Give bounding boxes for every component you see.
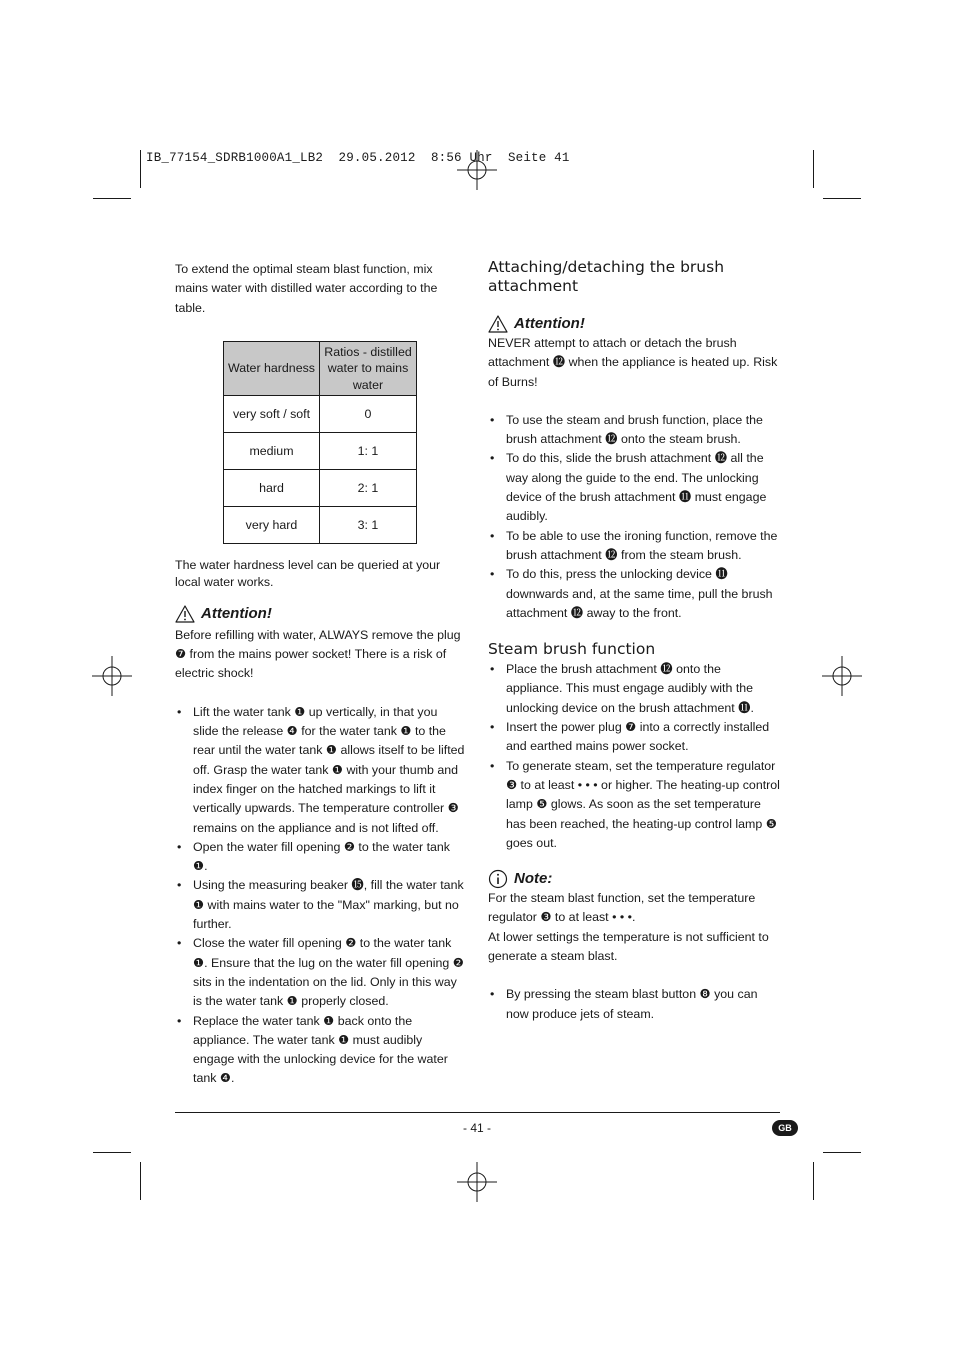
registration-mark-icon bbox=[92, 656, 132, 696]
list-item: • To use the steam and brush function, place the brush attachment ⓬ onto the steam brush. bbox=[488, 411, 780, 450]
list-item: • Insert the power plug ❼ into a correctly installed and earthed mains power socket. bbox=[488, 718, 780, 757]
table-row bbox=[224, 506, 417, 543]
registration-mark-icon bbox=[457, 1162, 497, 1202]
crop-mark bbox=[823, 198, 861, 199]
warning-icon bbox=[175, 605, 195, 623]
crop-mark bbox=[823, 1152, 861, 1153]
table-header-cell: Ratios - distilled water to mains water bbox=[320, 341, 417, 395]
table-header-row bbox=[224, 341, 417, 395]
registration-mark-icon bbox=[822, 656, 862, 696]
list-item: • Lift the water tank ❶ up vertically, in that you slide the release ❹ for the water tank ❶ to the rear until the water tank ❶ allows itself to be lifted off. Grasp the water tank ❶ with your thumb and index finger on the hatched markings to lift it vertically upwards. The temperature controller ❸ remains on the appliance and is not lifted off. bbox=[175, 703, 465, 838]
attention-title: Attention! bbox=[514, 315, 585, 332]
crop-mark bbox=[93, 1152, 131, 1153]
table-cell: hard bbox=[224, 469, 320, 506]
list-item: • By pressing the steam blast button ❽ you can now produce jets of steam. bbox=[488, 985, 780, 1024]
list-item: • To generate steam, set the temperature regulator ❸ to at least • • • or higher. The heating-up control lamp ❺ glows. As soon as the set temperature has been reached, the heating-up control lamp ❺ goes out. bbox=[488, 757, 780, 853]
table-header-cell: Water hardness bbox=[224, 341, 320, 395]
brush-steps-list bbox=[488, 411, 780, 623]
list-item: • To be able to use the ironing function, remove the brush attachment ⓬ from the steam brush. bbox=[488, 527, 780, 566]
note-heading bbox=[488, 869, 780, 889]
crop-mark bbox=[93, 198, 131, 199]
page-number: - 41 - bbox=[462, 1121, 491, 1135]
attention-text: Before refilling with water, ALWAYS remove the plug ❼ from the mains power socket! There is a risk of electric shock! bbox=[175, 627, 461, 681]
table-cell: 1: 1 bbox=[320, 432, 417, 469]
warning-icon bbox=[488, 315, 508, 333]
table-row bbox=[224, 395, 417, 432]
note-text: For the steam blast function, set the temperature regulator ❸ to at least • • •. bbox=[488, 891, 756, 925]
crop-mark bbox=[813, 1162, 814, 1200]
attention-text: NEVER attempt to attach or detach the brush attachment ⓬ when the appliance is heated up. Risk of Burns! bbox=[488, 336, 778, 389]
brush-attachment-heading: Attaching/detaching the brush attachment bbox=[488, 258, 725, 295]
intro-paragraph: To extend the optimal steam blast function, mix mains water with distilled water according to the table. bbox=[175, 262, 438, 315]
refill-steps-list bbox=[175, 703, 465, 1089]
table-cell: medium bbox=[224, 432, 320, 469]
crop-mark bbox=[140, 1162, 141, 1200]
list-item: • To do this, slide the brush attachment ⓬ all the way along the guide to the end. The unlocking device of the brush attachment ⓫ must engage audibly. bbox=[488, 449, 780, 526]
hardness-note: The water hardness level can be queried at your local water works. bbox=[175, 557, 441, 590]
table-row bbox=[224, 432, 417, 469]
right-column bbox=[488, 258, 780, 1024]
info-icon bbox=[488, 869, 508, 889]
list-item: • To do this, press the unlocking device ⓫ downwards and, at the same time, pull the brush attachment ⓬ away to the front. bbox=[488, 565, 780, 623]
list-item: • Open the water fill opening ❷ to the water tank ❶. bbox=[175, 838, 465, 877]
list-item: • Close the water fill opening ❷ to the water tank ❶. Ensure that the lug on the water fill opening ❷ sits in the indentation on the lid. Only in this way is the water tank ❶ properly closed. bbox=[175, 934, 465, 1011]
attention-heading bbox=[488, 314, 780, 334]
list-item: • Using the measuring beaker ⓯, fill the water tank ❶ with mains water to the "Max" marking, but no further. bbox=[175, 876, 465, 934]
country-badge: GB bbox=[772, 1120, 798, 1136]
attention-title: Attention! bbox=[201, 604, 272, 622]
list-item: • Replace the water tank ❶ back onto the appliance. The water tank ❶ must audibly engage with the unlocking device for the water tank ❹. bbox=[175, 1012, 465, 1089]
crop-mark bbox=[140, 150, 141, 188]
steam-steps-list bbox=[488, 660, 780, 853]
table-cell: very hard bbox=[224, 506, 320, 543]
steam-blast-list bbox=[488, 985, 780, 1024]
water-hardness-table bbox=[223, 341, 417, 544]
list-item: • Place the brush attachment ⓬ onto the appliance. This must engage audibly with the unlocking device on the brush attachment ⓫. bbox=[488, 660, 780, 718]
attention-heading bbox=[175, 604, 465, 624]
table-cell: very soft / soft bbox=[224, 395, 320, 432]
table-cell: 3: 1 bbox=[320, 506, 417, 543]
footer-rule bbox=[175, 1112, 780, 1113]
left-column bbox=[175, 260, 465, 1089]
note-title: Note: bbox=[514, 870, 553, 888]
table-row bbox=[224, 469, 417, 506]
note-text: At lower settings the temperature is not sufficient to generate a steam blast. bbox=[488, 929, 769, 964]
print-slug: IB_77154_SDRB1000A1_LB2 29.05.2012 8:56 Uhr Seite 41 bbox=[146, 151, 570, 165]
crop-mark bbox=[813, 150, 814, 188]
table-cell: 2: 1 bbox=[320, 469, 417, 506]
steam-brush-heading: Steam brush function bbox=[488, 640, 656, 659]
table-cell: 0 bbox=[320, 395, 417, 432]
